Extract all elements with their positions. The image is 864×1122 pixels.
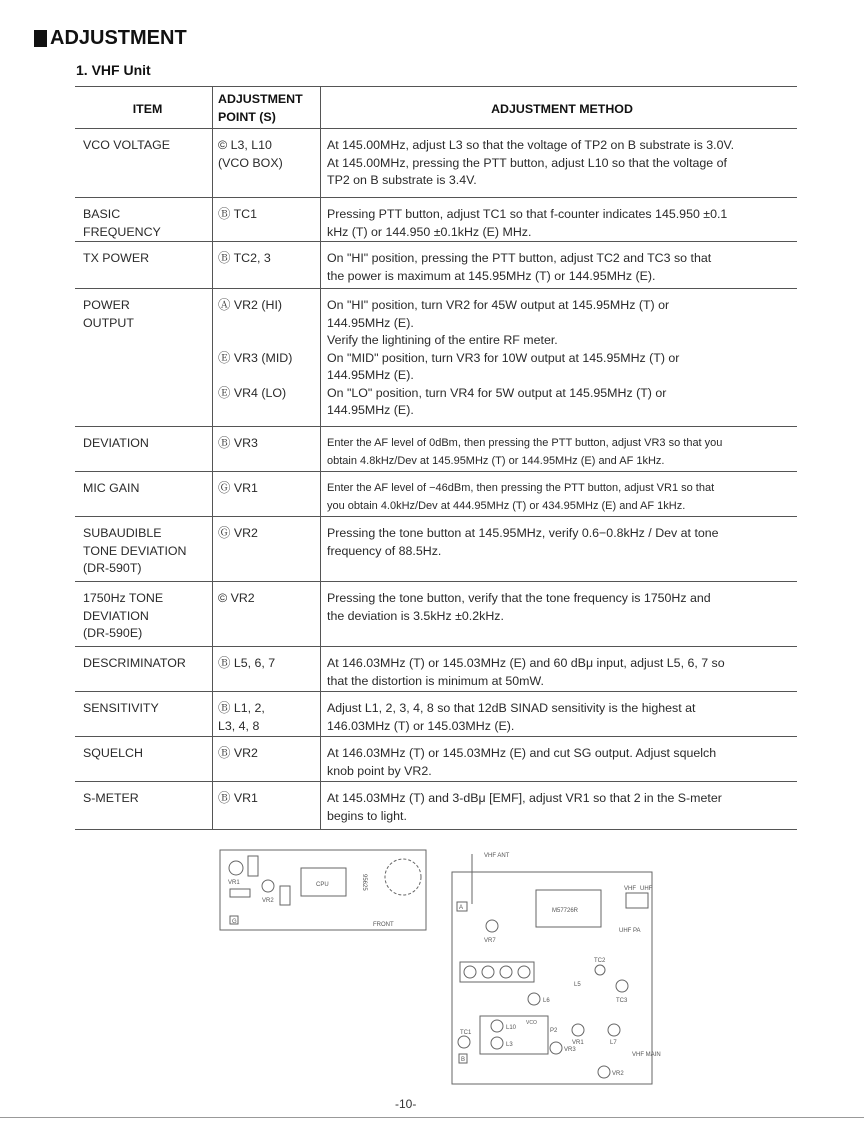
adjustment-point: Ⓑ L1, 2, L3, 4, 8	[218, 701, 265, 733]
adjustment-method: On "HI" position, pressing the PTT button, adjust TC2 and TC3 so that the power is maximum at 145.95MHz (T) or 144.95MHz (E).	[327, 251, 712, 283]
label-g: G	[232, 919, 237, 925]
label-l6: L6	[543, 998, 550, 1004]
item-cell: 1750Hz TONE DEVIATION (DR-590E)	[83, 591, 164, 640]
label-m57726r: M57726R	[552, 908, 579, 914]
method-cell	[320, 242, 797, 288]
point-cell	[212, 242, 320, 288]
adjustment-point: Ⓑ TC1	[218, 207, 258, 221]
adjustment-method: Enter the AF level of 0dBm, then pressing the PTT button, adjust VR3 so that you obtain 4.8kHz/Dev at 145.95MHz (T) or 144.95MHz (E) and AF 1kHz.	[327, 437, 723, 467]
label-vr2: VR2	[262, 898, 274, 904]
adjustment-point: © VR2	[218, 591, 255, 605]
adjustment-point: Ⓖ VR2	[218, 526, 258, 540]
method-cell	[320, 517, 797, 581]
point-cell	[212, 289, 320, 426]
label-l10: L10	[506, 1025, 517, 1031]
adjustment-table	[75, 86, 797, 830]
label-front: FRONT	[373, 922, 394, 928]
label-vco: VCO	[526, 1020, 537, 1026]
table-row	[75, 129, 797, 198]
table-row	[75, 242, 797, 289]
label-p2: P2	[550, 1028, 558, 1034]
table-row	[75, 647, 797, 692]
method-cell	[320, 289, 797, 426]
table-header	[75, 86, 797, 129]
point-cell	[212, 129, 320, 197]
point-cell	[212, 692, 320, 736]
label-vr2-main: VR2	[612, 1071, 624, 1077]
item-cell: POWER OUTPUT	[83, 298, 134, 330]
adjustment-point: Ⓔ VR4 (LO)	[218, 385, 287, 400]
table-row	[75, 582, 797, 647]
front-unit-diagram	[218, 844, 438, 932]
method-cell	[320, 472, 797, 516]
point-cell	[212, 782, 320, 829]
adjustment-point: Ⓑ VR2	[218, 746, 258, 760]
section-title: 1. VHF Unit	[76, 62, 151, 78]
method-cell	[320, 647, 797, 691]
adjustment-method: On "LO" position, turn VR4 for 5W output at 145.95MHz (T) or 144.95MHz (E).	[327, 385, 667, 417]
item-cell: VCO VOLTAGE	[83, 138, 170, 152]
item-cell: TX POWER	[83, 251, 150, 265]
item-cell: DEVIATION	[83, 436, 149, 450]
adjustment-method: Adjust L1, 2, 3, 4, 8 so that 12dB SINAD sensitivity is the highest at 146.03MHz (T) or 145.03MHz (E).	[327, 701, 696, 733]
header-point: ADJUSTMENT POINT (S)	[212, 87, 320, 128]
item-cell: DESCRIMINATOR	[83, 656, 186, 670]
label-l5: L5	[574, 982, 581, 988]
adjustment-method: Pressing PTT button, adjust TC1 so that f-counter indicates 145.950 ±0.1 kHz (T) or 144.950 ±0.1kHz (E) MHz.	[327, 207, 728, 239]
adjustment-point: Ⓑ VR3	[218, 436, 258, 450]
label-vhf: VHF	[624, 886, 636, 892]
label-tc3: TC3	[616, 998, 628, 1004]
label-uhf: UHF	[640, 886, 653, 892]
adjustment-method: At 145.03MHz (T) and 3-dBμ [EMF], adjust VR1 so that 2 in the S-meter begins to light.	[327, 791, 722, 823]
table-row	[75, 737, 797, 782]
method-cell	[320, 129, 797, 197]
label-vr1: VR1	[228, 880, 240, 886]
adjustment-method: At 146.03MHz (T) or 145.03MHz (E) and 60 dBμ input, adjust L5, 6, 7 so that the distortion is minimum at 50mW.	[327, 656, 725, 688]
point-cell	[212, 472, 320, 516]
adjustment-method: Pressing the tone button at 145.95MHz, verify 0.6−0.8kHz / Dev at tone frequency of 88.5Hz.	[327, 526, 719, 558]
vr1-marker	[229, 861, 243, 875]
method-cell	[320, 737, 797, 781]
adjustment-point: Ⓑ TC2, 3	[218, 251, 271, 265]
point-cell	[212, 737, 320, 781]
table-row	[75, 517, 797, 582]
bullet-square-icon	[34, 30, 47, 47]
label-vr3: VR3	[564, 1047, 576, 1053]
label-tc2: TC2	[594, 958, 606, 964]
point-cell	[212, 517, 320, 581]
point-cell	[212, 198, 320, 241]
adjustment-method: Enter the AF level of −46dBm, then pressing the PTT button, adjust VR1 so that you obtain 4.0kHz/Dev at 444.95MHz (T) or 434.95MHz (E) and AF 1kHz.	[327, 482, 715, 512]
item-cell: BASIC FREQUENCY	[83, 207, 161, 239]
header-item: ITEM	[132, 102, 163, 116]
bottom-rule	[0, 1117, 864, 1118]
page-title	[34, 27, 187, 50]
table-row	[75, 782, 797, 830]
adjustment-point: Ⓑ VR1	[218, 791, 258, 805]
label-ic: 95625	[361, 874, 367, 891]
adjustment-point: Ⓔ VR3 (MID)	[218, 350, 293, 365]
table-row	[75, 427, 797, 472]
label-l7: L7	[610, 1040, 617, 1046]
label-tc1: TC1	[460, 1030, 472, 1036]
adjustment-method: Pressing the tone button, verify that the tone frequency is 1750Hz and the deviation is 3.5kHz ±0.2kHz.	[327, 591, 711, 623]
table-row	[75, 692, 797, 737]
item-cell: SUBAUDIBLE TONE DEVIATION (DR-590T)	[83, 526, 187, 575]
label-b: B	[461, 1057, 466, 1063]
method-cell	[320, 782, 797, 829]
title-text: ADJUSTMENT	[50, 27, 187, 49]
adjustment-point: © L3, L10 (VCO BOX)	[218, 138, 283, 170]
table-row	[75, 198, 797, 242]
label-vr7: VR7	[484, 938, 496, 944]
method-cell	[320, 692, 797, 736]
label-vhf-main: VHF MAIN	[632, 1052, 661, 1058]
adjustment-method: At 145.00MHz, adjust L3 so that the voltage of TP2 on B substrate is 3.0V. At 145.00MHz, pressing the PTT button, adjust L10 so that the voltage of TP2 on B substrate is 3.4V.	[327, 138, 735, 187]
item-cell: SENSITIVITY	[83, 701, 159, 715]
point-cell	[212, 647, 320, 691]
method-cell	[320, 198, 797, 241]
label-vr1-main: VR1	[572, 1040, 584, 1046]
item-cell: SQUELCH	[83, 746, 143, 760]
adjustment-method: On "HI" position, turn VR2 for 45W output at 145.95MHz (T) or 144.95MHz (E). Verify the lightining of the entire RF meter.	[327, 298, 670, 347]
table-row	[75, 289, 797, 427]
point-cell	[212, 582, 320, 646]
main-unit-diagram	[444, 844, 669, 1089]
label-vhf-ant: VHF ANT	[484, 853, 510, 859]
adjustment-point: Ⓐ VR2 (HI)	[218, 298, 283, 312]
method-cell	[320, 427, 797, 471]
label-cpu: CPU	[316, 882, 329, 888]
adjustment-method: At 146.03MHz (T) or 145.03MHz (E) and cut SG output. Adjust squelch knob point by VR2.	[327, 746, 717, 778]
label-uhf-pa: UHF PA	[619, 928, 641, 934]
item-cell: MIC GAIN	[83, 481, 140, 495]
label-a: A	[459, 905, 464, 911]
adjustment-method: On "MID" position, turn VR3 for 10W output at 145.95MHz (T) or 144.95MHz (E).	[327, 350, 680, 382]
label-l3: L3	[506, 1042, 513, 1048]
page-number: -10-	[395, 1097, 417, 1111]
header-method: ADJUSTMENT METHOD	[320, 87, 797, 128]
adjustment-point: Ⓖ VR1	[218, 481, 258, 495]
table-row	[75, 472, 797, 517]
adjustment-point: Ⓑ L5, 6, 7	[218, 656, 276, 670]
item-cell: S-METER	[83, 791, 139, 805]
method-cell	[320, 582, 797, 646]
point-cell	[212, 427, 320, 471]
